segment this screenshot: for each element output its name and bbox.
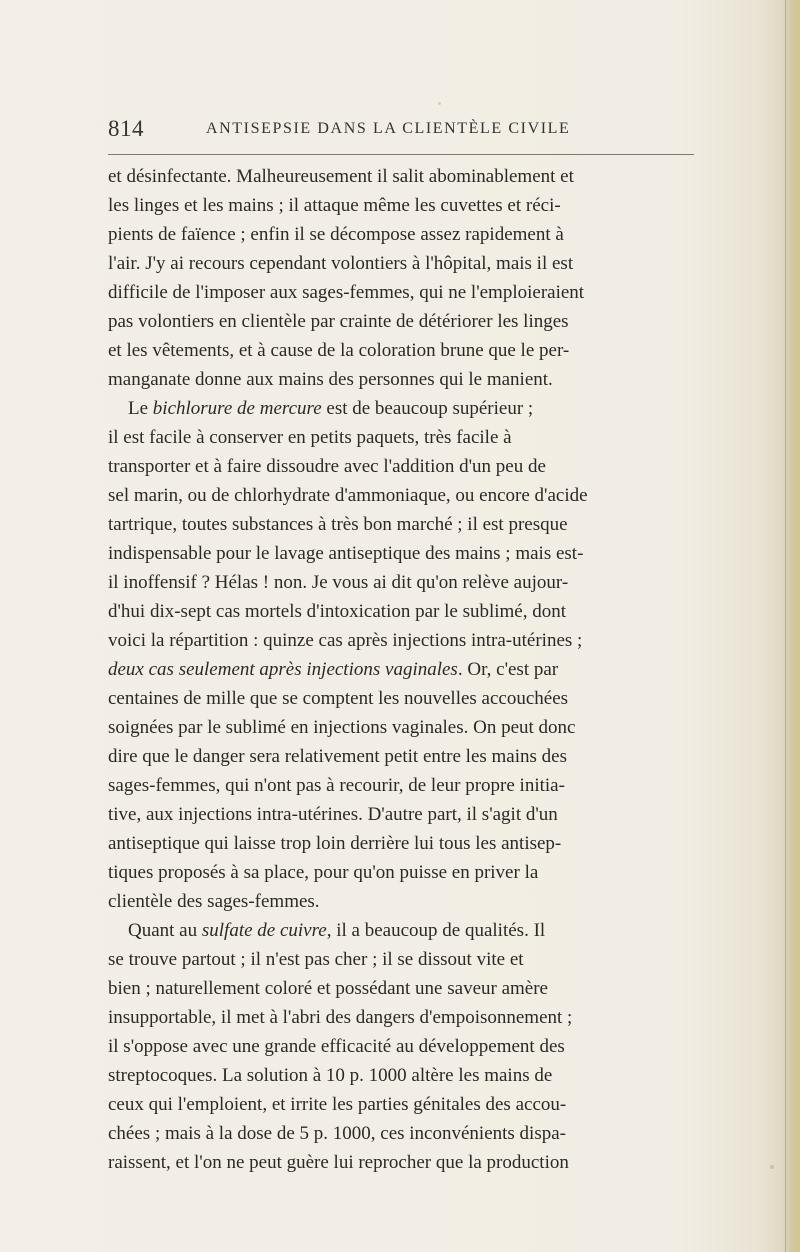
text-line: [108, 394, 798, 423]
text-run: Quant au: [128, 920, 202, 941]
page-number: 814: [108, 116, 144, 141]
text-line: [108, 597, 798, 626]
text-line: [108, 481, 798, 510]
text-line: [108, 1003, 798, 1032]
text-line: [108, 887, 798, 916]
text-run: insupportable, il met à l'abri des dangers d'empoisonnement ;: [108, 1007, 573, 1028]
text-run: antiseptique qui laisse trop loin derrière lui tous les antisep-: [108, 833, 562, 854]
text-run: chées ; mais à la dose de 5 p. 1000, ces inconvénients dispa-: [108, 1123, 566, 1144]
text-run: indispensable pour le lavage antiseptique des mains ; mais est-: [108, 543, 584, 564]
text-line: [108, 1119, 798, 1148]
paper-speck: [438, 102, 441, 105]
text-run: sages-femmes, qui n'ont pas à recourir, de leur propre initia-: [108, 775, 565, 796]
text-run: centaines de mille que se comptent les nouvelles accouchées: [108, 688, 569, 709]
paper-speck: [770, 1165, 774, 1169]
text-line: [108, 655, 798, 684]
text-run: raissent, et l'on ne peut guère lui reprocher que la production: [108, 1152, 569, 1173]
text-line: [108, 452, 798, 481]
text-run: il inoffensif ? Hélas ! non. Je vous ai dit qu'on relève aujour-: [108, 572, 569, 593]
text-run: l'air. J'y ai recours cependant volontiers à l'hôpital, mais il est: [108, 253, 574, 274]
header-rule: [108, 154, 694, 155]
text-line: [108, 365, 798, 394]
text-line: [108, 307, 798, 336]
text-line: [108, 220, 798, 249]
text-line: [108, 539, 798, 568]
text-run: tive, aux injections intra-utérines. D'autre part, il s'agit d'un: [108, 804, 558, 825]
text-run: et les vêtements, et à cause de la coloration brune que le per-: [108, 340, 570, 361]
page-header: [0, 116, 800, 146]
text-line: [108, 742, 798, 771]
text-line: [108, 162, 798, 191]
text-line: [108, 336, 798, 365]
text-run: il s'oppose avec une grande efficacité au développement des: [108, 1036, 565, 1057]
text-run: bien ; naturellement coloré et possédant une saveur amère: [108, 978, 548, 999]
body-text: [108, 162, 798, 1177]
text-run: . Or, c'est par: [457, 659, 559, 680]
italic-term: bichlorure de mercure: [152, 398, 322, 419]
text-run: , il a beaucoup de qualités. Il: [326, 920, 546, 941]
text-line: [108, 945, 798, 974]
italic-term: deux cas seulement après injections vaginales: [108, 659, 458, 680]
text-line: [108, 191, 798, 220]
text-line: [108, 800, 798, 829]
text-line: [108, 713, 798, 742]
italic-term: sulfate de cuivre: [201, 920, 327, 941]
text-run: tiques proposés à sa place, pour qu'on puisse en priver la: [108, 862, 539, 883]
text-line: [108, 684, 798, 713]
text-line: [108, 1061, 798, 1090]
text-line: [108, 916, 798, 945]
text-run: manganate donne aux mains des personnes qui le manient.: [108, 369, 553, 390]
text-line: [108, 1032, 798, 1061]
text-line: [108, 974, 798, 1003]
text-run: streptocoques. La solution à 10 p. 1000 altère les mains de: [108, 1065, 553, 1086]
text-line: [108, 829, 798, 858]
text-run: se trouve partout ; il n'est pas cher ; il se dissout vite et: [108, 949, 524, 970]
text-run: Le: [128, 398, 153, 419]
text-run: d'hui dix-sept cas mortels d'intoxication par le sublimé, dont: [108, 601, 567, 622]
text-line: [108, 626, 798, 655]
text-run: les linges et les mains ; il attaque même les cuvettes et réci-: [108, 195, 561, 216]
text-run: pas volontiers en clientèle par crainte de détériorer les linges: [108, 311, 569, 332]
text-run: clientèle des sages-femmes.: [108, 891, 320, 912]
text-run: dire que le danger sera relativement petit entre les mains des: [108, 746, 567, 767]
text-run: ceux qui l'emploient, et irrite les parties génitales des accou-: [108, 1094, 567, 1115]
text-line: [108, 1148, 798, 1177]
text-run: il est facile à conserver en petits paquets, très facile à: [108, 427, 512, 448]
text-line: [108, 278, 798, 307]
text-run: tartrique, toutes substances à très bon marché ; il est presque: [108, 514, 568, 535]
text-line: [108, 568, 798, 597]
text-run: et désinfectante. Malheureusement il salit abominablement et: [108, 166, 574, 187]
text-run: pients de faïence ; enfin il se décompose assez rapidement à: [108, 224, 564, 245]
text-run: transporter et à faire dissoudre avec l'addition d'un peu de: [108, 456, 546, 477]
text-run: soignées par le sublimé en injections vaginales. On peut donc: [108, 717, 576, 738]
text-line: [108, 249, 798, 278]
text-run: difficile de l'imposer aux sages-femmes, qui ne l'emploieraient: [108, 282, 585, 303]
text-line: [108, 510, 798, 539]
text-run: sel marin, ou de chlorhydrate d'ammoniaque, ou encore d'acide: [108, 485, 588, 506]
text-line: [108, 1090, 798, 1119]
running-head: ANTISEPSIE DANS LA CLIENTÈLE CIVILE: [206, 120, 571, 137]
text-run: est de beaucoup supérieur ;: [321, 398, 534, 419]
text-line: [108, 858, 798, 887]
text-line: [108, 771, 798, 800]
text-run: voici la répartition : quinze cas après injections intra-utérines ;: [108, 630, 583, 651]
text-line: [108, 423, 798, 452]
